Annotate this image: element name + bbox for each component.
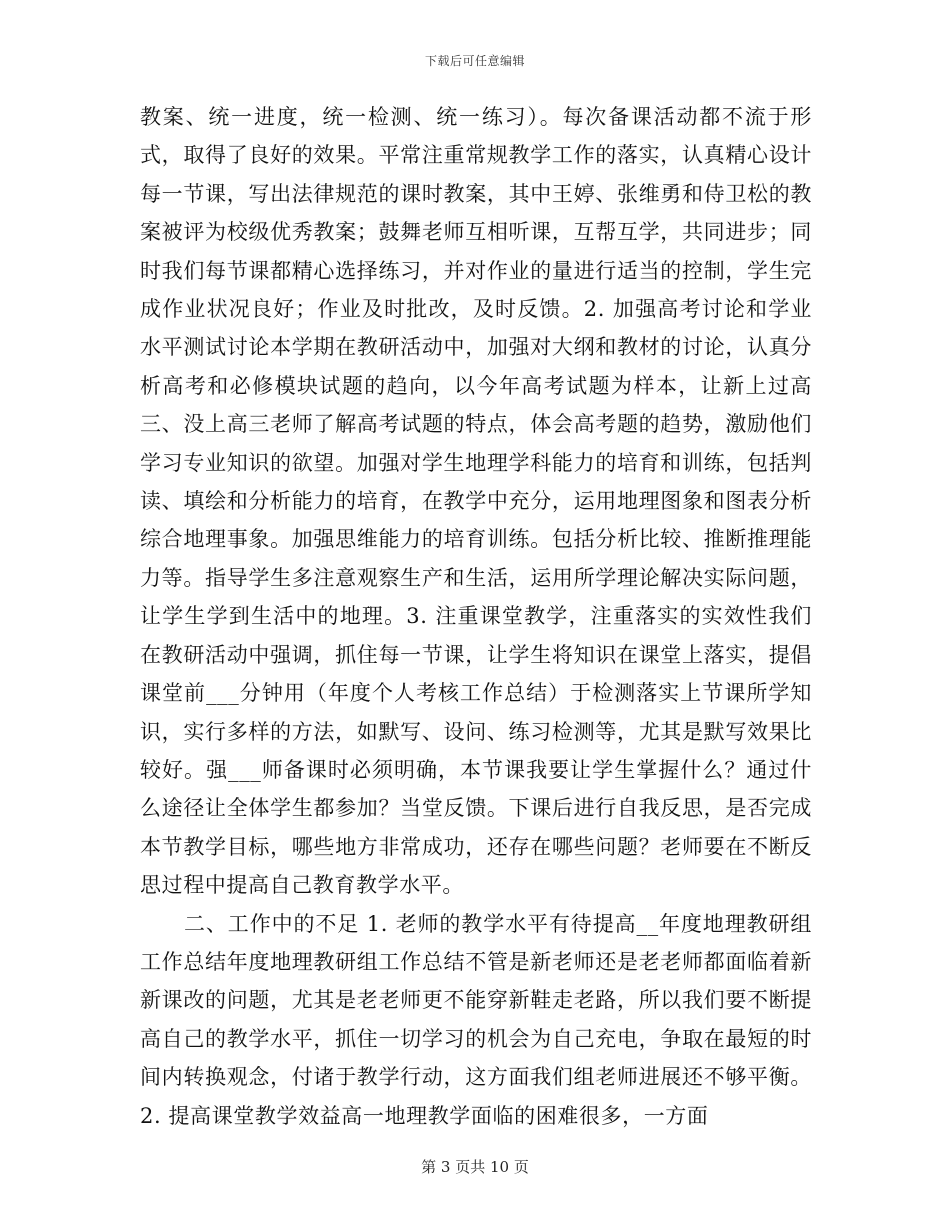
paragraph-1: 教案、统一进度，统一检测、统一练习）。每次备课活动都不流于形式，取得了良好的效果。平常注重常规教学工作的落实，认真精心设计每一节课，写出法律规范的课时教案，其中王婷、张维勇和侍卫松的教案被评为校级优秀教案；鼓舞老师互相听课，互帮互学，共同进步；同时我们每节课都精心选择练习，并对作业的量进行适当的控制，学生完成作业状况良好；作业及时批改，及时反馈。2. 加强高考讨论和学业水平测试讨论本学期在教研活动中，加强对大纲和教材的讨论，认真分析高考和必修模块试题的趋向，以今年高考试题为样本，让新上过高三、没上高三老师了解高考试题的特点，体会高考题的趋势，激励他们学习专业知识的欲望。加强对学生地理学科能力的培育和训练，包括判读、填绘和分析能力的培育，在教学中充分，运用地理图象和图表分析综合地理事象。加强思维能力的培育训练。包括分析比较、推断推理能力等。指导学生多注意观察生产和生活，运用所学理论解决实际问题，让学生学到生活中的地理。3. 注重课堂教学，注重落实的实效性我们在教研活动中强调，抓住每一节课，让学生将知识在课堂上落实，提倡课堂前___分钟用（年度个人考核工作总结）于检测落实上节课所学知识，实行多样的方法，如默写、设问、练习检测等，尤其是默写效果比较好。强___师备课时必须明确，本节课我要让学生掌握什么？通过什么途径让全体学生都参加？当堂反馈。下课后进行自我反思，是否完成本节教学目标，哪些地方非常成功，还存在哪些问题？老师要在不断反思过程中提高自己教育教学水平。 — [140, 105, 812, 898]
page-header: 下载后可任意编辑 — [424, 54, 525, 68]
document-body — [140, 98, 812, 1135]
paragraph-2: 二、工作中的不足 1. 老师的教学水平有待提高__年度地理教研组工作总结年度地理教研组工作总结不管是新老师还是老老师都面临着新新课改的问题，尤其是老老师更不能穿新鞋走老路，所以我们要不断提高自己的教学水平，抓住一切学习的机会为自己充电，争取在最短的时间内转换观念，付诸于教学行动，这方面我们组老师进展还不够平衡。2. 提高课堂教学效益高一地理教学面临的困难很多，一方面 — [140, 911, 812, 1128]
page-number: 第 3 页共 10 页 — [421, 1158, 529, 1176]
